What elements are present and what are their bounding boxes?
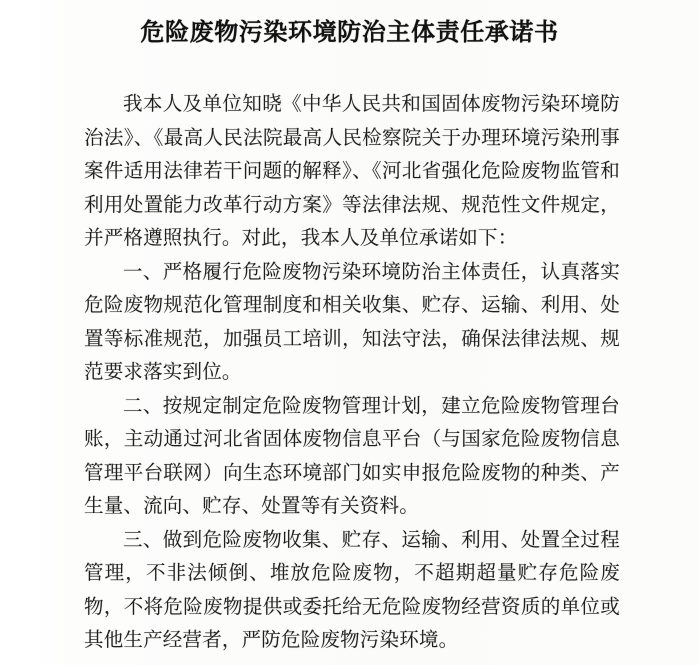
paragraph-item-2: 二、按规定制定危险废物管理计划，建立危险废物管理台账，主动通过河北省固体废物信息平台（与国家危险废物信息管理平台联网）向生态环境部门如实申报危险废物的种类、产生量、流向、贮存、处置等有关资料。 <box>84 395 620 517</box>
paragraph-item-3: 三、做到危险废物收集、贮存、运输、利用、处置全过程管理，不非法倾倒、堆放危险废物，不超期超量贮存危险废物，不将危险废物提供或委托给无危险废物经营资质的单位或其他生产经营者，严防危险废物污染环境。 <box>84 529 620 651</box>
document-body <box>84 88 620 658</box>
paragraph-item-1: 一、严格履行危险废物污染环境防治主体责任，认真落实危险废物规范化管理制度和相关收集、贮存、运输、利用、处置等标准规范，加强员工培训，知法守法，确保法律法规、规范要求落实到位。 <box>84 261 620 383</box>
paragraph-intro: 我本人及单位知晓《中华人民共和国固体废物污染环境防治法》、《最高人民法院最高人民检察院关于办理环境污染刑事案件适用法律若干问题的解释》、《河北省强化危险废物监管和利用处置能力改革行动方案》等法律法规、规范性文件规定，并严格遵照执行。对此，我本人及单位承诺如下： <box>84 94 620 249</box>
document-title: 危险废物污染环境防治主体责任承诺书 <box>140 20 559 46</box>
